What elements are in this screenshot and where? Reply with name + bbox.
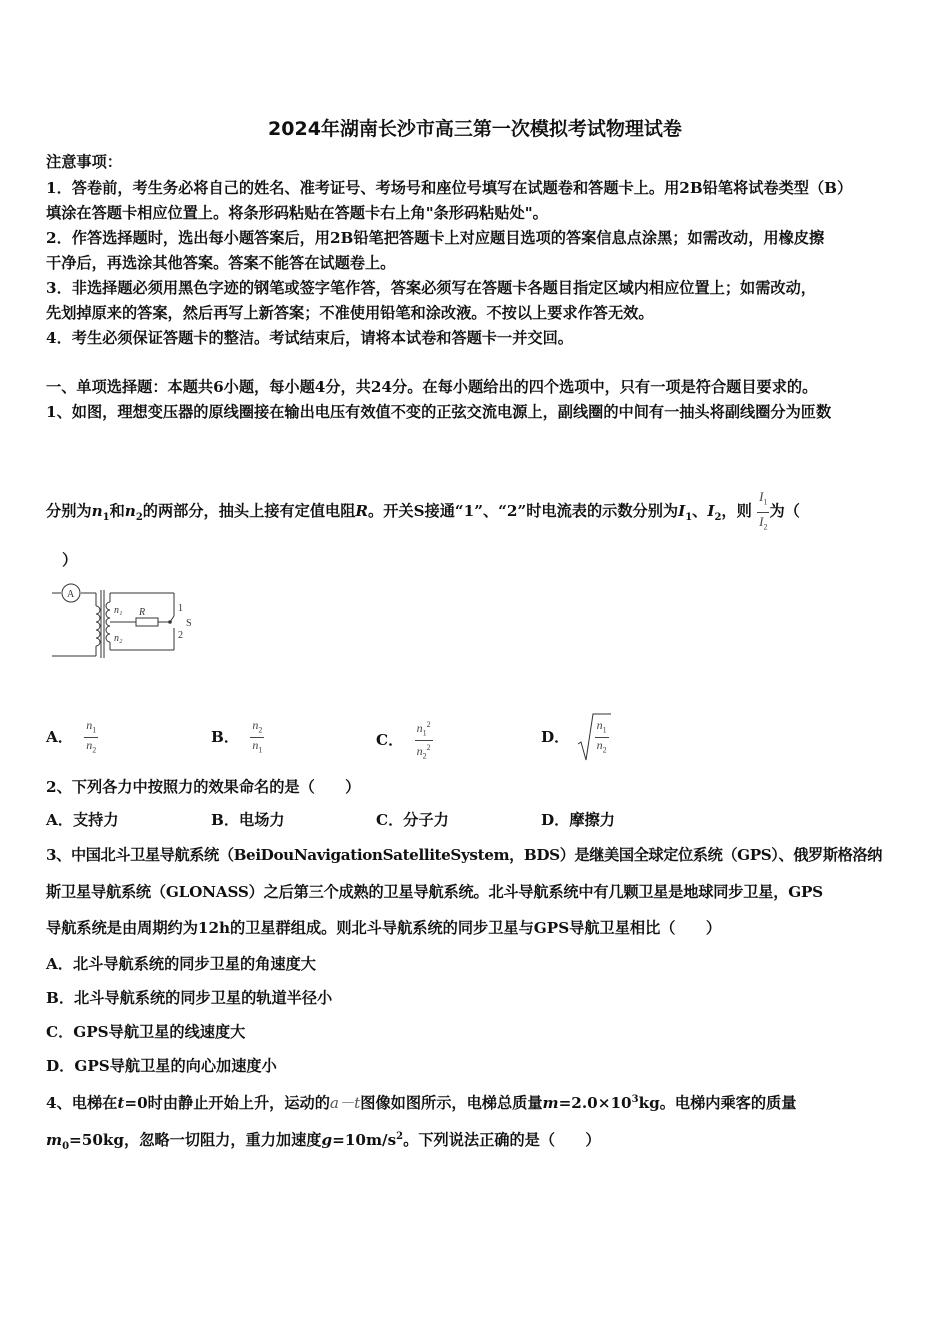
q1-option-d[interactable]: D． $\frac{n_1}{n_2}$	[541, 718, 609, 758]
q3-option-a[interactable]: A．北斗导航系统的同步卫星的角速度大	[46, 955, 316, 973]
terminal-1-label: 1	[178, 603, 183, 614]
resistor-label: R	[139, 607, 146, 618]
notice-line: 4．考生必须保证答题卡的整洁。考试结束后，请将本试卷和答题卡一并交回。	[46, 329, 573, 347]
terminal-2-label: 2	[178, 630, 183, 641]
q3-stem-line1: 3、中国北斗卫星导航系统（BeiDouNavigationSatelliteSystem，BDS）是继美国全球定位系统（GPS）、俄罗斯格洛纳	[46, 846, 882, 864]
ratio-fraction: $\frac{I_1}{I_2}$	[759, 489, 768, 532]
notice-line: 先划掉原来的答案，然后再写上新答案；不准使用铅笔和涂改液。不按以上要求作答无效。	[46, 304, 654, 322]
q4-stem-line1: 4、电梯在t=0时由静止开始上升，运动的a－t图像如图所示，电梯总质量$m=2.0\times 10^3kg$。电梯内乘客的质量	[46, 1094, 797, 1113]
q1-close-paren: ）	[62, 551, 78, 569]
q2-stem: 2、下列各力中按照力的效果命名的是（ ）	[46, 778, 361, 796]
sqrt-icon	[577, 710, 611, 764]
transformer-circuit-diagram	[46, 578, 196, 662]
notice-line: 3．非选择题必须用黑色字迹的钢笔或签字笔作答，答案必须写在答题卡各题目指定区域内相应位置上；如需改动，	[46, 279, 816, 297]
page-title: 2024年湖南长沙市高三第一次模拟考试物理试卷	[268, 118, 682, 140]
n1-label: n₁	[114, 605, 123, 616]
q4-stem-line2: $m_0=50kg$，忽略一切阻力，重力加速度$g=10m/s^2$。下列说法正确的是（ ）	[46, 1131, 601, 1153]
q1-option-b[interactable]: B． $\frac{n_2}{n_1}$	[211, 718, 263, 755]
q3-option-c[interactable]: C．GPS导航卫星的线速度大	[46, 1023, 246, 1041]
q3-stem-line2: 斯卫星导航系统（GLONASS）之后第三个成熟的卫星导航系统。北斗导航系统中有几颗卫星是地球同步卫星，GPS	[46, 883, 823, 901]
q1-stem-line2: 分别为$n_1$和$n_2$的两部分，抽头上接有定值电阻R。开关S接通“1”、“2”时电流表的示数分别为$I_1$、$I_2$，则 $\frac{I_1}{I_2}$ 为（	[46, 488, 800, 536]
switch-label: S	[186, 618, 192, 629]
q1-option-a[interactable]: A． $\frac{n_1}{n_2}$	[46, 718, 97, 755]
section-heading: 一、单项选择题：本题共6小题，每小题4分，共24分。在每小题给出的四个选项中，只有一项是符合题目要求的。	[46, 378, 818, 396]
q2-option-a[interactable]: A．支持力	[46, 811, 119, 829]
q1-option-c[interactable]: C． $\frac{n_1^2}{n_2^2}$	[376, 720, 431, 761]
notice-line: 2．作答选择题时，选出每小题答案后，用2B铅笔把答题卡上对应题目选项的答案信息点涂黑；如需改动，用橡皮擦	[46, 229, 825, 247]
q2-option-c[interactable]: C．分子力	[376, 811, 449, 829]
q3-option-d[interactable]: D．GPS导航卫星的向心加速度小	[46, 1057, 277, 1075]
notice-line: 1．答卷前，考生务必将自己的姓名、准考证号、考场号和座位号填写在试题卷和答题卡上。用2B铅笔将试卷类型（B）	[46, 179, 853, 197]
q2-option-d[interactable]: D．摩擦力	[541, 811, 615, 829]
q3-stem-line3: 导航系统是由周期约为12h的卫星群组成。则北斗导航系统的同步卫星与GPS导航卫星相比（ ）	[46, 919, 722, 937]
notice-line: 填涂在答题卡相应位置上。将条形码粘贴在答题卡右上角"条形码粘贴处"。	[46, 204, 548, 222]
ammeter-label: A	[67, 589, 75, 600]
q1-stem-line1: 1、如图，理想变压器的原线圈接在输出电压有效值不变的正弦交流电源上，副线圈的中间有一抽头将副线圈分为匝数	[46, 403, 832, 421]
notice-heading: 注意事项：	[46, 153, 122, 171]
notice-line: 干净后，再选涂其他答案。答案不能答在试题卷上。	[46, 254, 396, 272]
q2-option-b[interactable]: B．电场力	[211, 811, 285, 829]
q3-option-b[interactable]: B．北斗导航系统的同步卫星的轨道半径小	[46, 989, 333, 1007]
n2-label: n₂	[114, 633, 123, 644]
switch-pivot-dot	[168, 620, 172, 624]
